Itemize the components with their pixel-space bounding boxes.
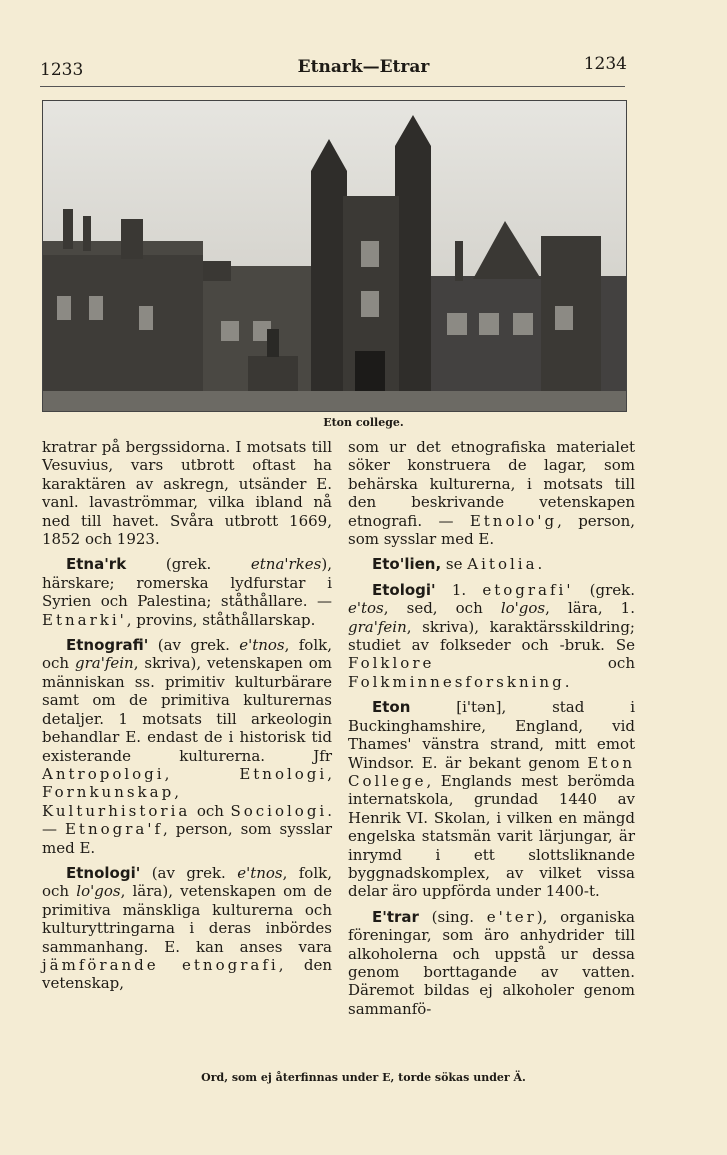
- headword: Etnografi': [66, 636, 149, 655]
- headword: E'trar: [372, 907, 419, 926]
- right-column: [348, 438, 635, 1018]
- entry-eton: Eton [i'tən], stad i Buckinghamshire, England, vid Thames' vänstra strand, mitt emot Windsor. E. är bekant genom Eton College, Englands mest berömda internatskola, grundad 1440 av Henrik VI. Skolan, i vilken en mängd engelska statsmän varit lärjungar, är inrymd i ett slottsliknande byggnadskomplex, av vilket vissa delar äro uppförda under 1400-t.: [348, 698, 635, 901]
- headword: Etologi': [372, 580, 436, 599]
- entry-etnografi: Etnografi' (av grek. e'tnos, folk, och gra'fein, skriva), vetenskapen om människan ss. primitiv kulturbärare samt om de primitiva kulturernas detaljer. 1 motsats till arkeologin behandlar E. endast de i historisk tid existerande kulturerna. Jfr Antropologi, Etnologi, Fornkunskap, Kulturhistoria och Sociologi. — Etnogra'f, person, som sysslar med E.: [42, 636, 332, 857]
- entry-continuation: kratrar på bergssidorna. I motsats till Vesuvius, vars utbrott oftast ha karaktären av askregn, utsänder E. vanl. lavaströmmar, vilka ibland nå ned till havet. Svåra utbrott 1669, 1852 och 1923.: [42, 438, 332, 549]
- left-column: [42, 438, 332, 993]
- left-page-number: 1233: [40, 60, 84, 80]
- right-page-number: 1234: [583, 54, 627, 74]
- headword: Etna'rk: [66, 555, 127, 574]
- entry-etolien: Eto'lien, se Aitolia.: [348, 555, 635, 573]
- headword: Eto'lien,: [372, 555, 442, 574]
- headword: Etnologi': [66, 863, 141, 882]
- eton-college-photo: [42, 100, 627, 412]
- header-rule: [40, 86, 625, 87]
- headword: Eton: [372, 698, 411, 717]
- entry-etrar: E'trar (sing. e'ter), organiska föreningar, som äro anhydrider till alkoholerna och uppstå ur dessa genom borttagande av vatten. Däremot bildas ej alkoholer genom sammanfö-: [348, 907, 635, 1018]
- running-head: Etnark—Etrar: [297, 57, 430, 77]
- photo-caption: Eton college.: [323, 416, 404, 429]
- entry-continuation: som ur det etnografiska materialet söker konstruera de lagar, som behärska kulturerna, i motsats till den beskrivande vetenskapen etnografi. — Etnolo'g, person, som sysslar med E.: [348, 438, 636, 549]
- entry-etnologi: Etnologi' (av grek. e'tnos, folk, och lo'gos, lära), vetenskapen om de primitiva mänskliga kulturerna och kulturyttringarna i deras inbördes sammanhang. E. kan anses vara jämförande etnografi, den vetenskap,: [42, 863, 332, 993]
- footer-note: Ord, som ej återfinnas under E, torde sökas under Ä.: [201, 1071, 526, 1084]
- entry-etologi: Etologi' 1. etografi' (grek. e'tos, sed, och lo'gos, lära, 1. gra'fein, skriva), karaktärsskildring; studiet av folkseder och -bruk. Se Folklore och Folkminnesforskning.: [348, 580, 635, 691]
- entry-etnark: Etna'rk (grek. etna'rkes), härskare; romerska lydfurstar i Syrien och Palestina; ståthållare. — Etnarki', provins, ståthållarskap.: [42, 555, 332, 629]
